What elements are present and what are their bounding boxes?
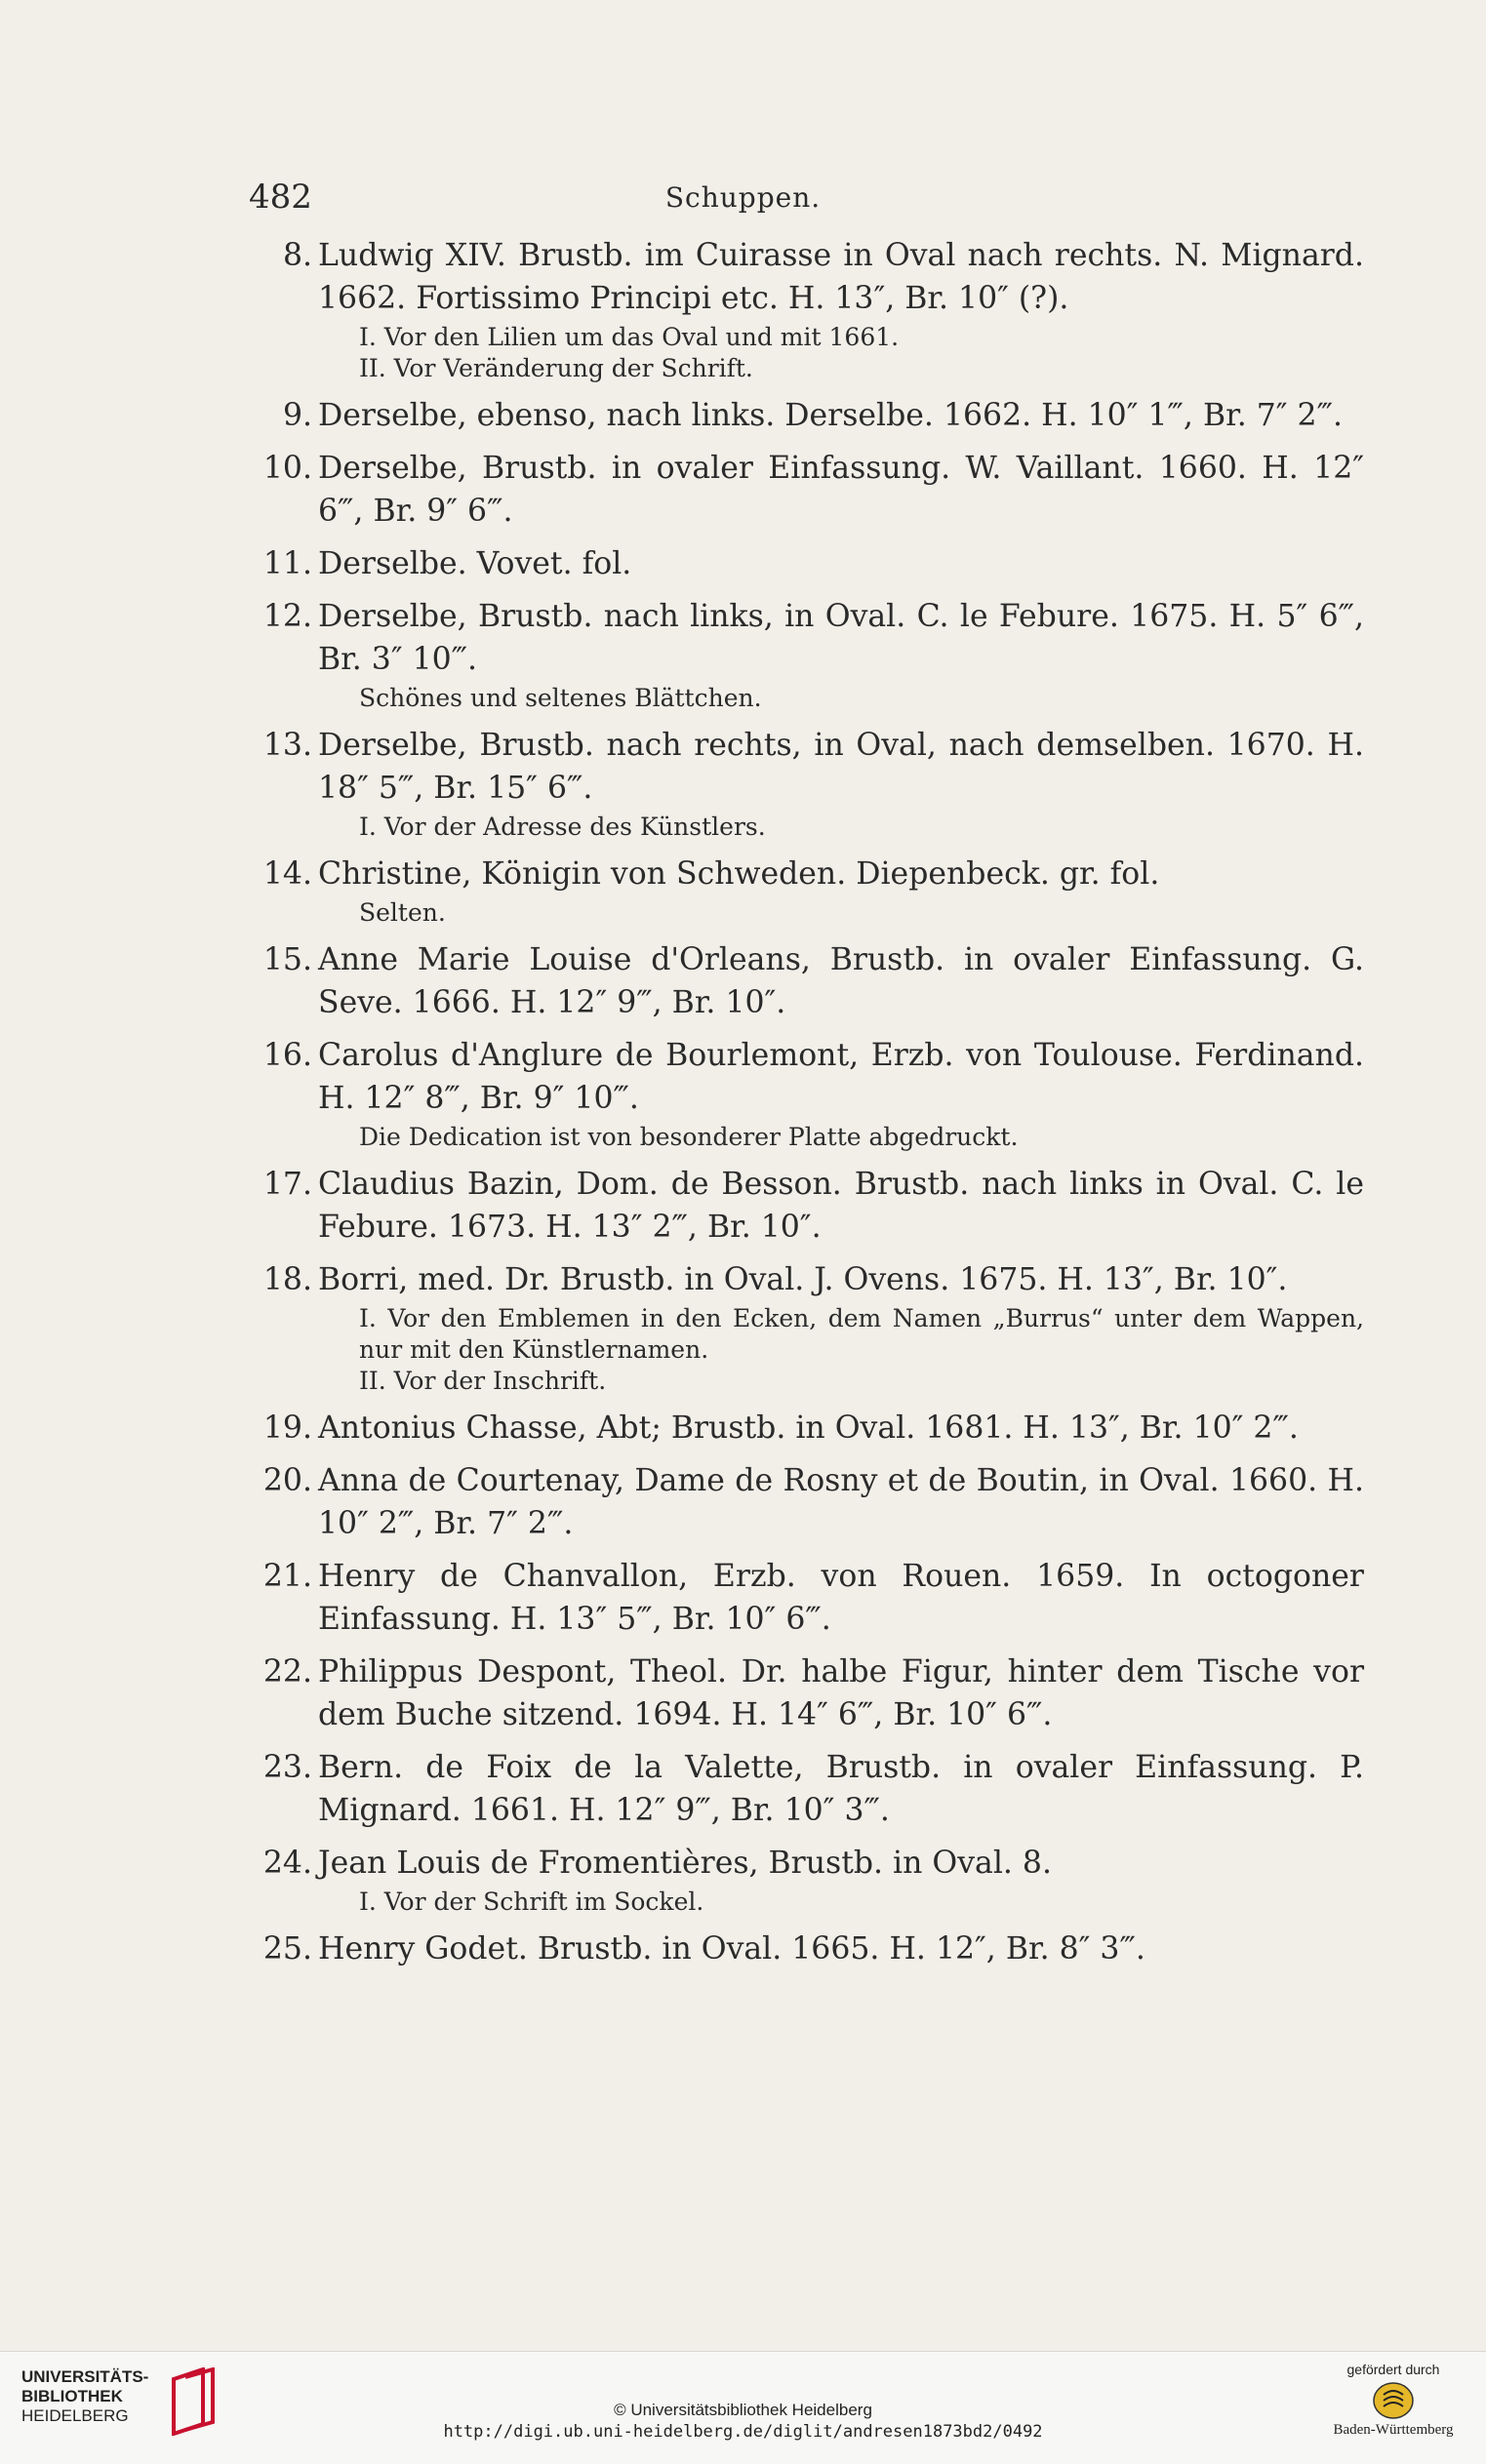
entry-text: Philippus Despont, Theol. Dr. halbe Figur, hinter dem Tische vor dem Buche sitzend. 1694. H. 14″ 6‴, Br. 10″ 6‴. [318, 1654, 1364, 1732]
sponsor-block[interactable] [1320, 2362, 1466, 2439]
catalogue-entry [252, 1163, 1364, 1249]
sponsor-name: Baden-Württemberg [1333, 2422, 1454, 2438]
entry-text: Anna de Courtenay, Dame de Rosny et de Boutin, in Oval. 1660. H. 10″ 2‴, Br. 7″ 2‴. [318, 1463, 1364, 1541]
entry-number: 19. [262, 1411, 312, 1446]
catalogue-entry [252, 1746, 1364, 1832]
entry-number: 11. [262, 546, 312, 581]
entry-number: 15. [262, 942, 312, 977]
entry-note: I. Vor den Emblemen in den Ecken, dem Namen „Burrus“ unter dem Wappen, nur mit den Künstlernamen. [359, 1304, 1364, 1364]
entry-note: II. Vor der Inschrift. [359, 1367, 607, 1395]
catalogue-entry [252, 447, 1364, 533]
library-name-line1: UNIVERSITÄTS- [21, 2367, 149, 2386]
entry-notes [252, 1887, 1364, 1918]
entry-number: 25. [262, 1931, 312, 1967]
entry-text: Henry de Chanvallon, Erzb. von Rouen. 1659. In octogoner Einfassung. H. 13″ 5‴, Br. 10″ 6‴. [318, 1559, 1364, 1637]
entry-note: I. Vor der Adresse des Künstlers. [359, 813, 766, 841]
entry-number: 20. [262, 1463, 312, 1498]
coat-of-arms-icon [1372, 2381, 1415, 2420]
entry-note: Selten. [359, 898, 446, 927]
catalogue-entry [252, 1407, 1364, 1450]
entry-number: 14. [262, 856, 312, 892]
entry-text: Henry Godet. Brustb. in Oval. 1665. H. 12″, Br. 8″ 3‴. [318, 1931, 1145, 1967]
catalogue-entry [252, 234, 1364, 384]
permalink-url[interactable]: http://digi.ub.uni-heidelberg.de/diglit/andresen1873bd2/0492 [443, 2422, 1043, 2442]
entry-text: Anne Marie Louise d'Orleans, Brustb. in ovaler Einfassung. G. Seve. 1666. H. 12″ 9‴, Br. 10″. [318, 942, 1364, 1020]
catalogue-entry [252, 595, 1364, 714]
catalogue-entry [252, 1459, 1364, 1545]
entry-text: Claudius Bazin, Dom. de Besson. Brustb. nach links in Oval. C. le Febure. 1673. H. 13″ 2‴, Br. 10″. [318, 1167, 1364, 1245]
entry-notes [252, 1303, 1364, 1397]
entry-notes [252, 683, 1364, 714]
library-name-line2: BIBLIOTHEK [21, 2387, 123, 2405]
catalogue-entry [252, 394, 1364, 437]
catalogue-entry [252, 1258, 1364, 1397]
entry-notes [252, 812, 1364, 843]
entry-text: Christine, Königin von Schweden. Diepenbeck. gr. fol. [318, 856, 1160, 892]
entry-text: Bern. de Foix de la Valette, Brustb. in ovaler Einfassung. P. Mignard. 1661. H. 12″ 9‴, Br. 10″ 3‴. [318, 1750, 1364, 1828]
entry-number: 22. [262, 1654, 312, 1689]
entry-text: Ludwig XIV. Brustb. im Cuirasse in Oval nach rechts. N. Mignard. 1662. Fortissimo Principi etc. H. 13″, Br. 10″ (?). [318, 238, 1364, 316]
entry-number: 21. [262, 1559, 312, 1594]
entry-note: II. Vor Veränderung der Schrift. [359, 354, 753, 382]
catalogue-entry [252, 938, 1364, 1024]
entry-number: 8. [282, 238, 312, 273]
footer-bar [0, 2351, 1486, 2464]
entry-text: Derselbe. Vovet. fol. [318, 546, 632, 581]
entry-number: 23. [262, 1750, 312, 1785]
page-number: 482 [249, 178, 312, 217]
entry-note: I. Vor der Schrift im Sockel. [359, 1888, 704, 1916]
catalogue-entry [252, 1842, 1364, 1918]
catalogue-entry [252, 1927, 1364, 1970]
page-header [0, 178, 1486, 226]
catalogue-entry [252, 542, 1364, 585]
entry-note: Schönes und seltenes Blättchen. [359, 684, 762, 712]
entry-text: Antonius Chasse, Abt; Brustb. in Oval. 1681. H. 13″, Br. 10″ 2‴. [318, 1411, 1299, 1446]
entry-number: 24. [262, 1846, 312, 1881]
running-head: Schuppen. [664, 181, 822, 214]
entry-notes [252, 322, 1364, 384]
entry-text: Jean Louis de Fromentières, Brustb. in Oval. 8. [318, 1846, 1052, 1881]
entry-number: 16. [262, 1038, 312, 1073]
sponsor-label: gefördert durch [1346, 2362, 1440, 2377]
entry-notes [252, 1122, 1364, 1153]
entry-number: 13. [262, 728, 312, 763]
copyright-text: © Universitätsbibliothek Heidelberg [614, 2401, 872, 2419]
entry-text: Derselbe, Brustb. nach rechts, in Oval, nach demselben. 1670. H. 18″ 5‴, Br. 15″ 6‴. [318, 728, 1364, 806]
catalogue-entry [252, 724, 1364, 843]
entry-number: 17. [262, 1167, 312, 1202]
entry-number: 10. [262, 451, 312, 486]
entry-number: 12. [262, 599, 312, 634]
catalogue-entries [252, 234, 1364, 1980]
catalogue-entry [252, 853, 1364, 929]
entry-note: I. Vor den Lilien um das Oval und mit 1661. [359, 323, 900, 351]
entry-text: Derselbe, Brustb. nach links, in Oval. C. le Febure. 1675. H. 5″ 6‴, Br. 3″ 10‴. [318, 599, 1364, 677]
entry-text: Derselbe, Brustb. in ovaler Einfassung. W. Vaillant. 1660. H. 12″ 6‴, Br. 9″ 6‴. [318, 451, 1364, 529]
library-name-line3: HEIDELBERG [21, 2406, 129, 2425]
catalogue-entry [252, 1650, 1364, 1736]
entry-number: 18. [262, 1262, 312, 1297]
catalogue-entry [252, 1034, 1364, 1153]
entry-text: Carolus d'Anglure de Bourlemont, Erzb. von Toulouse. Ferdinand. H. 12″ 8‴, Br. 9″ 10‴. [318, 1038, 1364, 1116]
entry-note: Die Dedication ist von besonderer Platte abgedruckt. [359, 1123, 1019, 1151]
entry-text: Derselbe, ebenso, nach links. Derselbe. 1662. H. 10″ 1‴, Br. 7″ 2‴. [318, 398, 1343, 433]
entry-notes [252, 897, 1364, 929]
entry-text: Borri, med. Dr. Brustb. in Oval. J. Ovens. 1675. H. 13″, Br. 10″. [318, 1262, 1288, 1297]
entry-number: 9. [282, 398, 312, 433]
catalogue-entry [252, 1555, 1364, 1641]
